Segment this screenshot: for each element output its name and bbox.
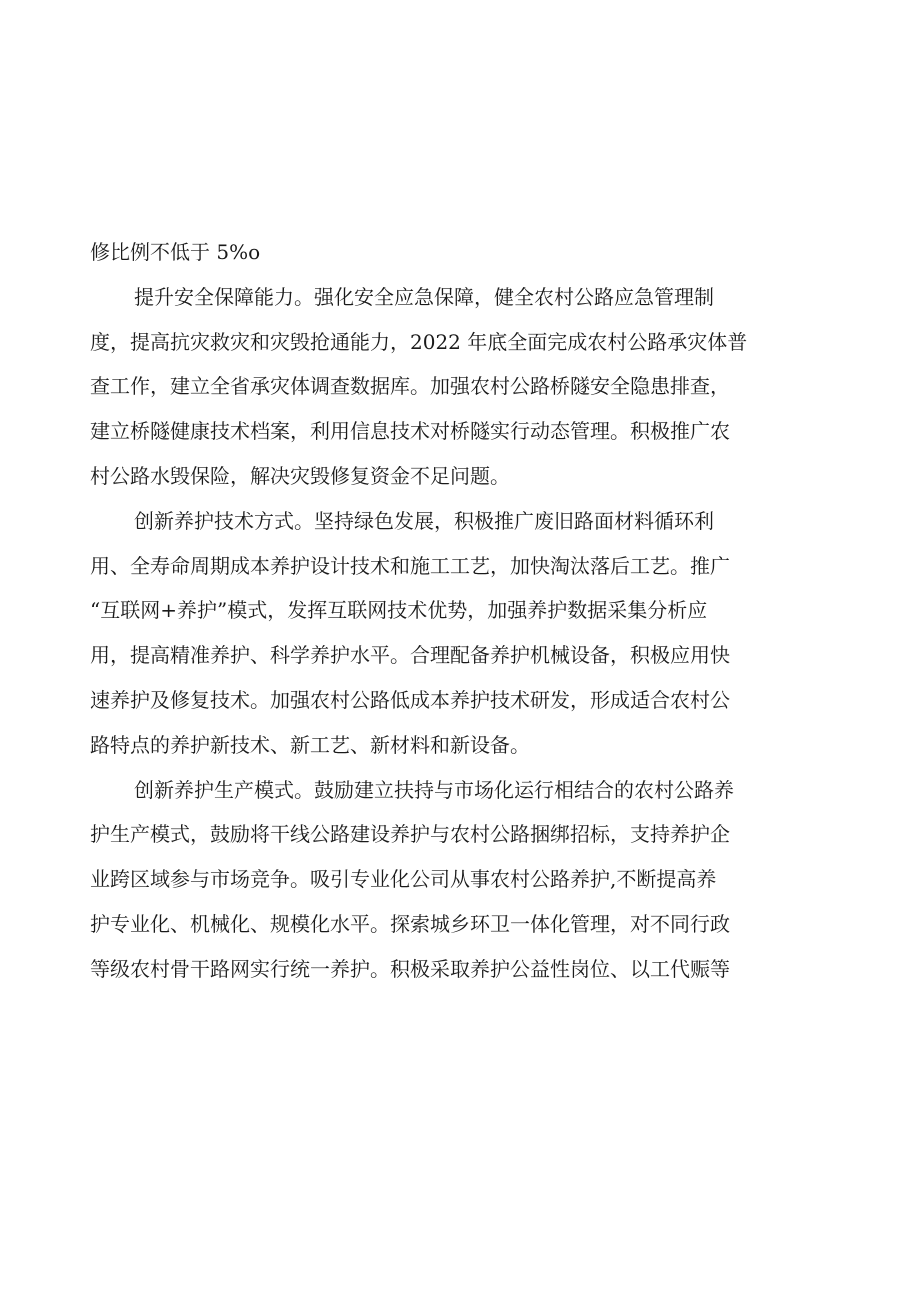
document-body [90,230,830,992]
text-line: 护专业化、机械化、规模化水平。探索城乡环卫一体化管理，对不同行政 [90,911,730,936]
text-line: 度，提高抗灾救灾和灾毁抢通能力，2022 年底全面完成农村公路承灾体普 [90,329,748,354]
text-line: 等级农村骨干路网实行统一养护。积极采取养护公益性岗位、以工代赈等 [90,956,730,981]
paragraph-start-line: 创新养护生产模式。鼓励建立扶持与市场化运行相结合的农村公路养 [134,777,734,802]
text-line: 用，提高精准养护、科学养护水平。合理配备养护机械设备，积极应用快 [90,643,730,668]
text-line: 护生产模式，鼓励将干线公路建设养护与农村公路捆绑招标，支持养护企 [90,822,730,847]
paragraph-start-line: 提升安全保障能力。强化安全应急保障，健全农村公路应急管理制 [134,284,714,309]
text-line: 业跨区域参与市场竞争。吸引专业化公司从事农村公路养护,不断提高养 [90,867,717,892]
text-line: 村公路水毁保险，解决灾毁修复资金不足问题。 [90,463,510,488]
text-line: 建立桥隧健康技术档案，利用信息技术对桥隧实行动态管理。积极推广农 [90,419,730,444]
text-line: 速养护及修复技术。加强农村公路低成本养护技术研发，形成适合农村公 [90,687,730,712]
text-line: 查工作，建立全省承灾体调查数据库。加强农村公路桥隧安全隐患排查， [90,374,730,399]
text-line: 用、全寿命周期成本养护设计技术和施工工艺，加快淘汰落后工艺。推广 [90,553,730,578]
paragraph-start-line: 创新养护技术方式。坚持绿色发展，积极推广废旧路面材料循环利 [134,508,714,533]
text-line: 路特点的养护新技术、新工艺、新材料和新设备。 [90,732,530,757]
text-line: 修比例不低于 5%o [90,240,261,264]
text-line: “互联网+养护”模式，发挥互联网技术优势，加强养护数据采集分析应 [90,598,708,623]
